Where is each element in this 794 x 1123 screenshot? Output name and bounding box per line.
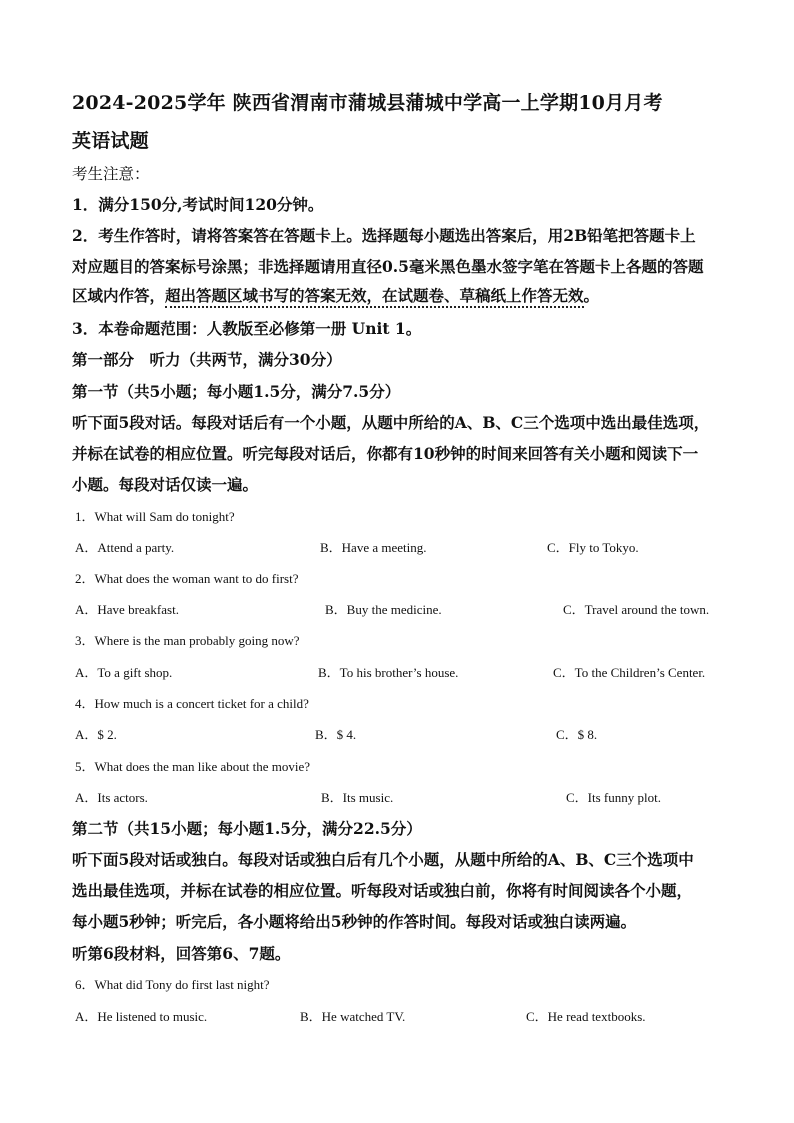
question-2-option-c: C．Travel around the town. [563,602,710,617]
question-5: 5．What does the man like about the movie? [75,759,311,774]
question-2-option-b: B．Buy the medicine. [325,602,442,617]
question-1-option-a: A．Attend a party. [75,540,175,555]
section2-heading: 第二节（共15小题；每小题1.5分，满分22.5分） [72,819,422,838]
question-4-option-b: B．$ 4. [315,727,357,742]
notice-item-2-emphasis: 超出答题区域书写的答案无效，在试题卷、草稿纸上作答无效 [165,286,584,308]
notice-item-2-line3-start: 区域内作答， [72,286,166,305]
section1-heading: 第一节（共5小题；每小题1.5分，满分7.5分） [72,382,401,401]
question-6-option-b: B．He watched TV. [300,1009,406,1024]
question-3-option-c: C．To the Children’s Center. [553,665,706,680]
exam-title-line1: 2024-2025学年 陕西省渭南市蒲城县蒲城中学高一上学期10月月考 [72,92,663,114]
question-1-option-b: B．Have a meeting. [320,540,427,555]
question-6-option-c: C．He read textbooks. [526,1009,646,1024]
section1-instructions-line3: 小题。每段对话仅读一遍。 [72,475,259,494]
question-6: 6．What did Tony do first last night? [75,977,270,992]
question-1: 1．What will Sam do tonight? [75,509,235,524]
section2-instructions-line1: 听下面5段对话或独白。每段对话或独白后有几个小题，从题中所给的A、B、C三个选项中 [72,850,694,869]
question-3-option-a: A．To a gift shop. [75,665,173,680]
question-4-option-c: C．$ 8. [556,727,598,742]
exam-title-line2: 英语试题 [72,130,149,152]
notice-item-2-line2: 对应题目的答案标号涂黑；非选择题请用直径0.5毫米黑色墨水签字笔在答题卡上各题的答题 [72,257,704,276]
question-3: 3．Where is the man probably going now? [75,633,300,648]
notice-item-2-line3-end: 。 [583,286,600,305]
question-2: 2．What does the woman want to do first? [75,571,299,586]
section1-instructions-line2: 并标在试卷的相应位置。听完每段对话后，你都有10秒钟的时间来回答有关小题和阅读下一 [72,444,699,463]
question-6-option-a: A．He listened to music. [75,1009,208,1024]
notice-item-3: 3．本卷命题范围：人教版至必修第一册 Unit 1。 [72,319,422,338]
question-4: 4．How much is a concert ticket for a child? [75,696,309,711]
notice-item-2-line1: 2．考生作答时，请将答案答在答题卡上。选择题每小题选出答案后，用2B铅笔把答题卡上 [72,226,696,245]
question-1-option-c: C．Fly to Tokyo. [547,540,639,555]
question-5-option-b: B．Its music. [321,790,394,805]
section2-instructions-line3: 每小题5秒钟；听完后，各小题将给出5秒钟的作答时间。每段对话或独白读两遍。 [72,912,637,931]
notice-heading: 考生注意： [72,165,150,183]
notice-item-2-line3 [72,286,599,306]
section2-instructions-line2: 选出最佳选项，并标在试卷的相应位置。听每段对话或独白前，你将有时间阅读各个小题， [72,881,693,900]
material-6-note: 听第6段材料，回答第6、7题。 [72,944,291,963]
question-5-option-c: C．Its funny plot. [566,790,661,805]
notice-item-1: 1．满分150分,考试时间120分钟。 [72,195,324,214]
question-4-option-a: A．$ 2. [75,727,117,742]
part1-heading: 第一部分 听力（共两节，满分30分） [72,350,342,369]
question-5-option-a: A．Its actors. [75,790,148,805]
section1-instructions-line1: 听下面5段对话。每段对话后有一个小题，从题中所给的A、B、C三个选项中选出最佳选项， [72,413,710,432]
question-2-option-a: A．Have breakfast. [75,602,179,617]
question-3-option-b: B．To his brother’s house. [318,665,459,680]
